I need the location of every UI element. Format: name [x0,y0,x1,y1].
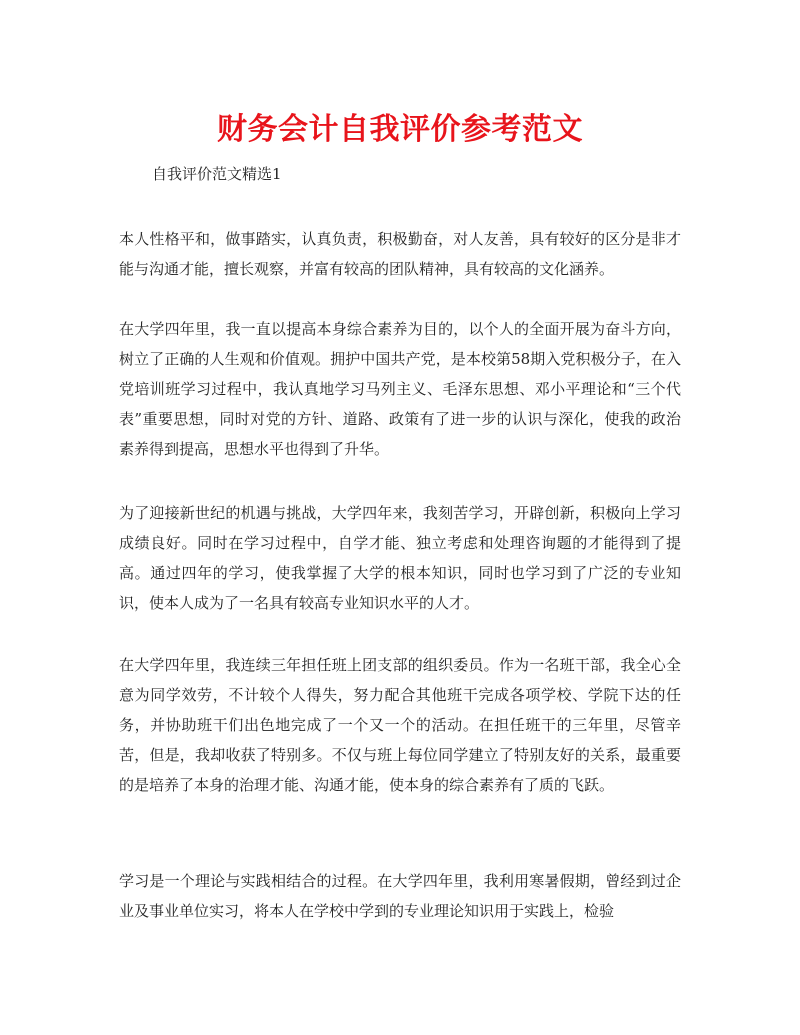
paragraph-3: 为了迎接新世纪的机遇与挑战，大学四年来，我刻苦学习，开辟创新，积极向上学习成绩良好。同时在学习过程中，自学才能、独立考虑和处理咨询题的才能得到了提高。通过四年的学习，使我掌握了大学的根本知识，同时也学习到了广泛的专业知识，使本人成为了一名具有较高专业知识水平的人才。 [119,504,681,612]
paragraph-1: 本人性格平和，做事踏实，认真负责，积极勤奋，对人友善，具有较好的区分是非才能与沟通才能，擅长观察，并富有较高的团队精神，具有较高的文化涵养。 [119,230,681,278]
paragraph-4: 在大学四年里，我连续三年担任班上团支部的组织委员。作为一名班干部，我全心全意为同学效劳，不计较个人得失，努力配合其他班干完成各项学校、学院下达的任务，并协助班干们出色地完成了一个又一个的活动。在担任班干的三年里，尽管辛苦，但是，我却收获了特别多。不仅与班上每位同学建立了特别友好的关系，最重要的是培养了本身的治理才能、沟通才能，使本身的综合素养有了质的飞跃。 [119,656,681,794]
document-title: 财务会计自我评价参考范文 [217,112,583,147]
paragraph-5: 学习是一个理论与实践相结合的过程。在大学四年里，我利用寒暑假期，曾经到过企业及事业单位实习，将本人在学校中学到的专业理论知识用于实践上，检验 [119,872,681,920]
paragraph-2: 在大学四年里，我一直以提高本身综合素养为目的，以个人的全面开展为奋斗方向，树立了正确的人生观和价值观。拥护中国共产党，是本校第58期入党积极分子，在入党培训班学习过程中，我认真地学习马列主义、毛泽东思想、邓小平理论和“三个代表”重要思想，同时对党的方针、道路、政策有了进一步的认识与深化，使我的政治素养得到提高，思想水平也得到了升华。 [119,320,681,458]
document-subtitle: 自我评价范文精选1 [152,165,282,183]
